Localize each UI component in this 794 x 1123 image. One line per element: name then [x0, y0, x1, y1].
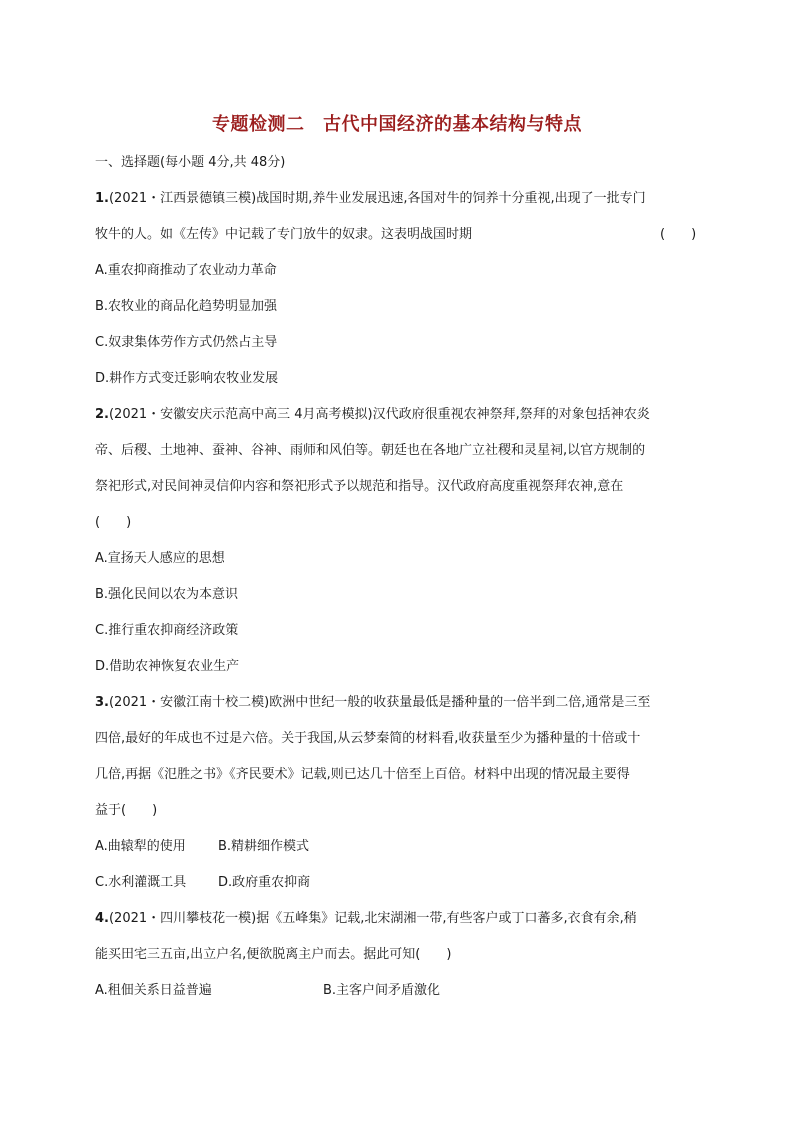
question-number: 3.: [95, 695, 109, 710]
section-heading: 一、选择题(每小题 4分,共 48分): [95, 155, 286, 170]
question-1-line-1: [95, 190, 646, 208]
answer-bracket: ( ): [660, 227, 697, 242]
question-3-option-a: A.曲辕犁的使用: [95, 839, 186, 854]
question-2-line-4: ( ): [95, 515, 132, 530]
question-3-option-b: B.精耕细作模式: [218, 839, 310, 854]
question-number: 4.: [95, 911, 109, 926]
question-text: (2021・四川攀枝花一模)据《五峰集》记载,北宋湖湘一带,有些客户或丁口蕃多,衣食有余,稍: [108, 911, 637, 926]
question-1-line-2: 牧牛的人。如《左传》中记载了专门放牛的奴隶。这表明战国时期: [95, 227, 473, 242]
question-3-line-1: [95, 694, 650, 712]
question-2-option-d: D.借助农神恢复农业生产: [95, 659, 240, 674]
question-text: (2021・安徽江南十校二模)欧洲中世纪一般的收获量最低是播种量的一倍半到二倍,通常是三至: [108, 695, 651, 710]
question-text: (2021・安徽安庆示范高中高三 4月高考模拟)汉代政府很重视农神祭拜,祭拜的对象包括神农炎: [108, 407, 650, 422]
question-2-line-2: 帝、后稷、土地神、蚕神、谷神、雨师和风伯等。朝廷也在各地广立社稷和灵星祠,以官方规制的: [95, 443, 646, 458]
question-3-option-d: D.政府重农抑商: [218, 875, 311, 890]
question-3-line-3: 几倍,再据《氾胜之书》《齐民要术》记载,则已达几十倍至上百倍。材料中出现的情况最主要得: [95, 767, 630, 782]
question-2-line-1: [95, 406, 650, 424]
question-1-option-d: D.耕作方式变迁影响农牧业发展: [95, 371, 279, 386]
question-4-line-2: 能买田宅三五亩,出立户名,便欲脱离主户而去。据此可知( ): [95, 947, 452, 962]
question-1-option-c: C.奴隶集体劳作方式仍然占主导: [95, 335, 278, 350]
question-4-line-1: [95, 910, 637, 928]
question-4-option-a: A.租佃关系日益普遍: [95, 983, 212, 998]
question-3-line-4: 益于( ): [95, 803, 158, 818]
question-3-option-c: C.水利灌溉工具: [95, 875, 187, 890]
question-2-line-3: 祭祀形式,对民间神灵信仰内容和祭祀形式予以规范和指导。汉代政府高度重视祭拜农神,意在: [95, 479, 624, 494]
question-number: 2.: [95, 407, 109, 422]
question-1-option-a: A.重农抑商推动了农业动力革命: [95, 263, 277, 278]
question-2-option-c: C.推行重农抑商经济政策: [95, 623, 239, 638]
question-text: (2021・江西景德镇三模)战国时期,养牛业发展迅速,各国对牛的饲养十分重视,出现了一批专门: [108, 191, 646, 206]
question-2-option-a: A.宣扬天人感应的思想: [95, 551, 225, 566]
question-3-line-2: 四倍,最好的年成也不过是六倍。关于我国,从云梦秦简的材料看,收获量至少为播种量的十倍或十: [95, 731, 641, 746]
question-4-option-b: B.主客户间矛盾激化: [323, 983, 441, 998]
question-1-option-b: B.农牧业的商品化趋势明显加强: [95, 299, 278, 314]
question-number: 1.: [95, 191, 109, 206]
page-title: 专题检测二 古代中国经济的基本结构与特点: [212, 114, 582, 135]
question-2-option-b: B.强化民间以农为本意识: [95, 587, 239, 602]
